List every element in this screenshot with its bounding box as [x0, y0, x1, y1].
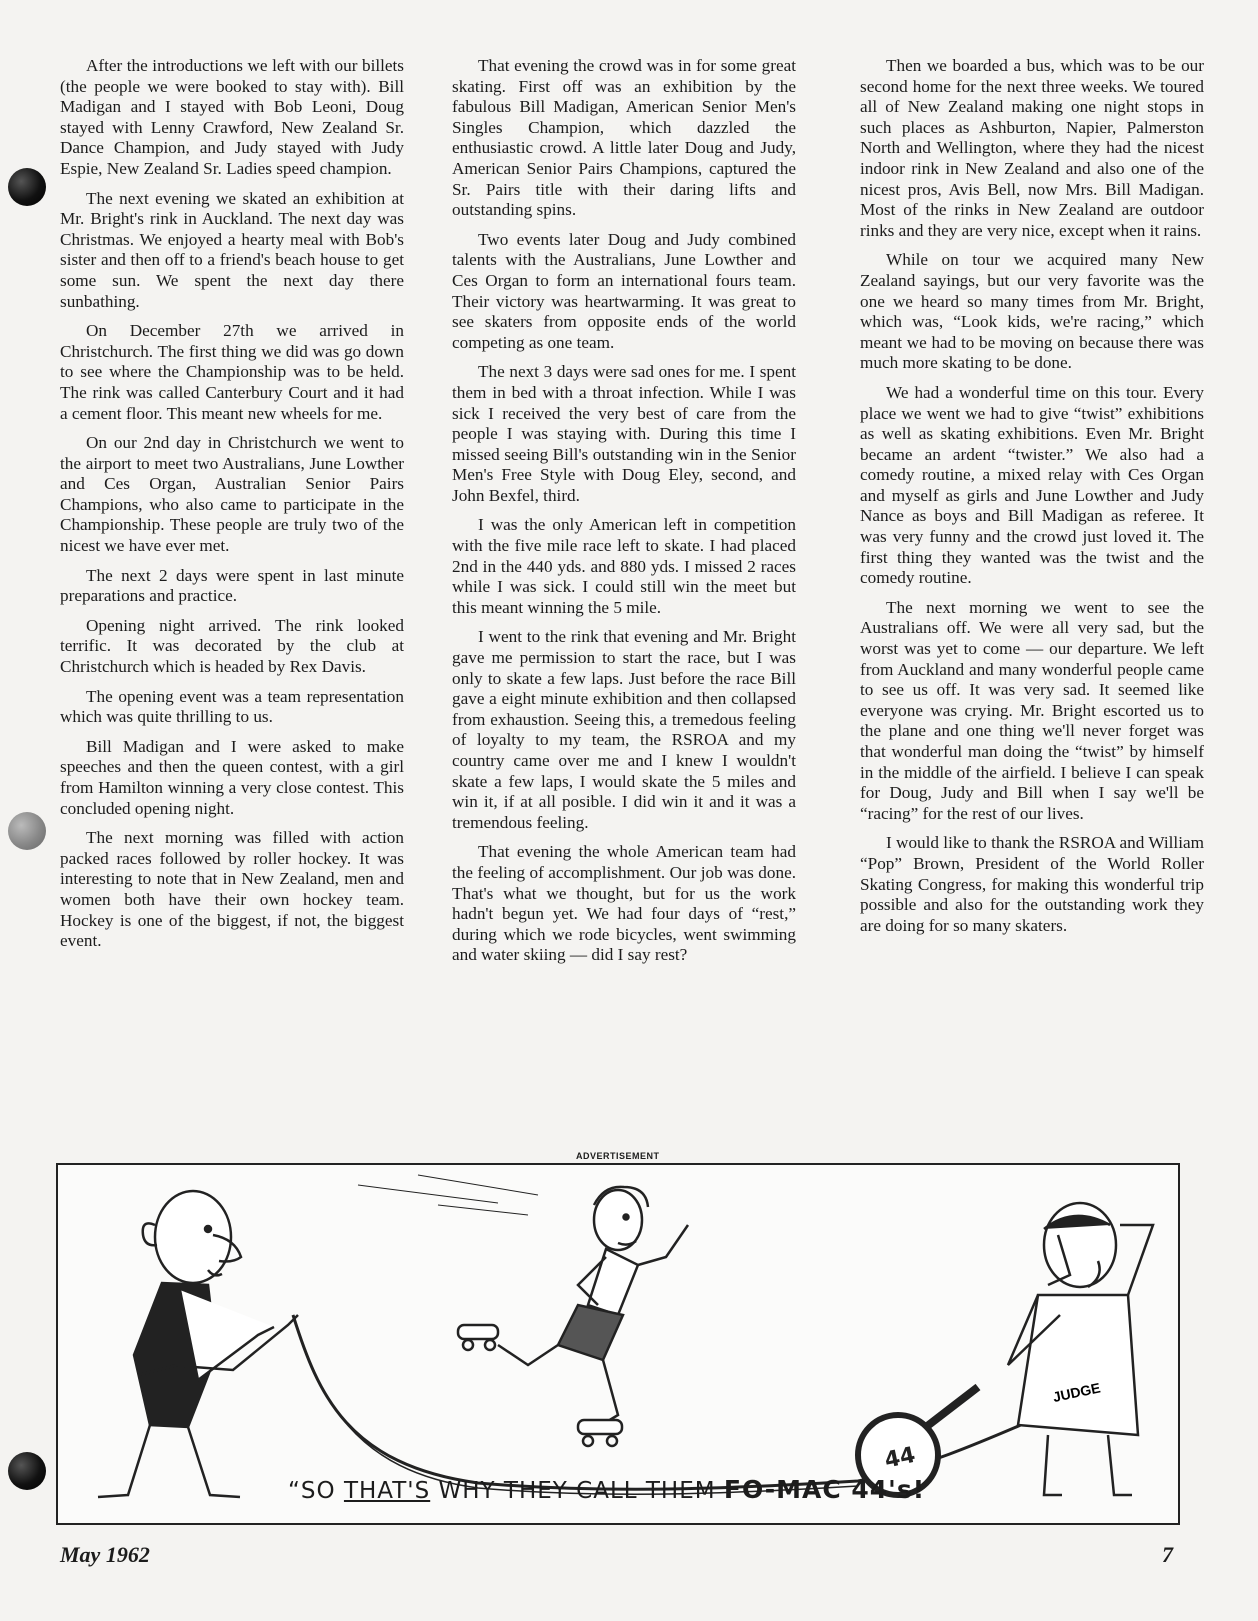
paragraph: Opening night arrived. The rink looked terrific. It was decorated by the club at Christchurch which is headed by Rex Davis. — [60, 615, 404, 677]
paragraph: After the introductions we left with our billets (the people we were booked to stay with). Bill Madigan and I stayed with Bob Leoni, Doug stayed with Lenny Crawford, New Zealand Sr. Dance Champion, and Judy stayed with Judy Espie, New Zealand Sr. Ladies speed champion. — [60, 56, 404, 178]
judge-sign: JUDGE — [1051, 1379, 1102, 1406]
paragraph: That evening the crowd was in for some great skating. First off was an exhibition by the fabulous Bill Madigan, American Senior Men's Singles Champion, which dazzled the enthusiastic crowd. A little later Doug and Judy, American Senior Pairs Champions, captured the Sr. Pairs title with their daring lifts and outstanding spins. — [452, 56, 796, 220]
article-columns — [60, 56, 1204, 1136]
judge-figure — [1008, 1203, 1153, 1495]
paragraph: I went to the rink that evening and Mr. Bright gave me permission to start the race, but I was only to skate a few laps. Just before the race Bill gave a eight minute exhibition and then collapsed from exhaustion. Seeing this, a tremedous feeling of loyalty to my team, the RSROA and my country came over me and I knew I wouldn't skate a few laps, I would skate the 5 miles and win it, if at all posible. I did win it and it was a tremendous feeling. — [452, 627, 796, 832]
article-column-3 — [860, 56, 1204, 945]
paragraph: I would like to thank the RSROA and William “Pop” Brown, President of the World Roller Skating Congress, for making this wonderful trip possible and also for the outstanding work they are doing for so many skaters. — [860, 833, 1204, 935]
binder-hole-bottom — [8, 1452, 46, 1490]
paragraph: The next 2 days were spent in last minute preparations and practice. — [60, 565, 404, 606]
paragraph: The next morning we went to see the Australians off. We were all very sad, but the worst was yet to come — our departure. We left from Auckland and many wonderful people came to see us off. It was very sad. It seemed like everyone was crying. Mr. Bright escorted us to the plane and one thing we'll never forget was that wonderful man doing the “twist” by himself in the middle of the airfield. I believe I can speak for Doug, Judy and Bill when I say we'll be “racing” for the rest of our lives. — [860, 597, 1204, 823]
paragraph: While on tour we acquired many New Zealand sayings, but our very favorite was the one we heard so many times from Mr. Bright, which was, “Look kids, we're racing,” which meant we had to be moving on because there was much more skating to be done. — [860, 250, 1204, 373]
issue-date: May 1962 — [60, 1542, 150, 1567]
binder-hole-top — [8, 168, 46, 206]
advertisement-cartoon — [56, 1163, 1180, 1525]
paragraph: That evening the whole American team had the feeling of accomplishment. Our job was done. That's what we thought, but for us the work hadn't begun yet. We had four days of “rest,” during which we rode bicycles, went swimming and water skiing — did I say rest? — [452, 842, 796, 965]
caption-underlined: THAT'S — [343, 1478, 431, 1504]
advertisement-label: ADVERTISEMENT — [576, 1151, 660, 1161]
article-column-2 — [452, 56, 796, 975]
advertisement-caption — [288, 1475, 1008, 1504]
paragraph: Then we boarded a bus, which was to be our second home for the next three weeks. We toured all of New Zealand making one night stops in such places as Ashburton, Napier, Palmerston North and Wellington, where they had the nicest indoor rink in New Zealand and also one of the nicest pros, Avis Bell, now Mrs. Bill Madigan. Most of the rinks in New Zealand are outdoor rinks and they are very nice, except when it rains. — [860, 56, 1204, 240]
paragraph: The next morning was filled with action packed races followed by roller hockey. It was interesting to note that in New Zealand, men and women both have their own hockey team. Hockey is one of the biggest, if not, the biggest event. — [60, 828, 404, 951]
paragraph: On December 27th we arrived in Christchurch. The first thing we did was go down to see where the Championship was to be held. The rink was called Canterbury Court and it had a cement floor. This meant new wheels for me. — [60, 321, 404, 423]
paragraph: The next 3 days were sad ones for me. I spent them in bed with a throat infection. While I was sick I received the very best of care from the people I was staying with. During this time I missed seeing Bill's outstanding win in the Senior Men's Free Style with Doug Eley, second, and John Bexfel, third. — [452, 362, 796, 505]
paragraph: Bill Madigan and I were asked to make speeches and then the queen contest, with a girl from Hamilton winning a very close contest. This concluded opening night. — [60, 736, 404, 818]
tape-measure — [293, 1315, 1068, 1489]
paragraph: The next evening we skated an exhibition at Mr. Bright's rink in Auckland. The next day was Christmas. We enjoyed a hearty meal with Bob's sister and then off to a friend's beach house to get some sun. We spent the next day there sunbathing. — [60, 188, 404, 311]
cartoon-illustration — [58, 1165, 1178, 1523]
official-figure — [98, 1191, 298, 1497]
page-number: 7 — [1162, 1542, 1173, 1567]
paragraph: We had a wonderful time on this tour. Every place we went we had to give “twist” exhibitions as well as skating exhibitions. Even Mr. Bright became an ardent “twister.” We also had a comedy routine, a mixed relay with Ces Organ and myself as girls and June Lowther and Judy Nance as boys and Bill Madigan as referee. It was very funny and the crowd just loved it. The first thing they wanted was the twist and the comedy routine. — [860, 382, 1204, 588]
article-column-1 — [60, 56, 404, 961]
caption-open: “SO — [288, 1478, 344, 1504]
paragraph: The opening event was a team representation which was quite thrilling to us. — [60, 686, 404, 727]
paragraph: I was the only American left in competition with the five mile race left to skate. I had placed 2nd in the 440 yds. and 880 yds. I missed 2 races while I was sick. I could still win the meet but this meant winning the 5 mile. — [452, 515, 796, 617]
paragraph: On our 2nd day in Christchurch we went to the airport to meet two Australians, June Lowther and Ces Organ, Australian Senior Pairs Champions, who also came to participate in the Championship. These people are truly two of the nicest we have ever met. — [60, 433, 404, 556]
binder-hole-middle — [8, 812, 46, 850]
paragraph: Two events later Doug and Judy combined talents with the Australians, June Lowther and Ces Organ to form an international fours team. Their victory was heartwarming. It was great to see skaters from opposite ends of the world competing as one team. — [452, 229, 796, 352]
caption-brand: FO-MAC 44's! — [723, 1475, 926, 1504]
tape-number: 44 — [882, 1442, 918, 1474]
skater-figure — [358, 1175, 688, 1446]
caption-middle: WHY THEY CALL THEM — [430, 1478, 724, 1504]
